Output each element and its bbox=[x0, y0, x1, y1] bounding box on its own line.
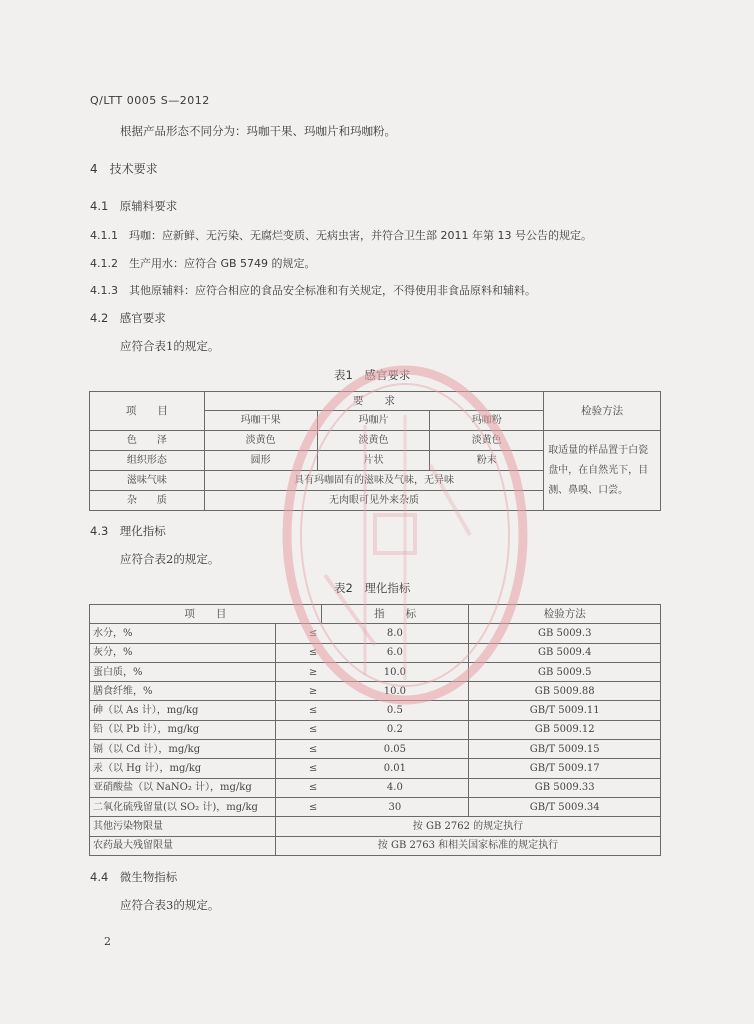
table-1-item: 滋味气味 bbox=[90, 471, 205, 491]
table-1-subheader: 玛咖粉 bbox=[430, 411, 544, 431]
table-2-header-item: 项 目 bbox=[90, 605, 322, 624]
sensory-requirements-table bbox=[89, 391, 661, 511]
section-4-2-text: 应符合表1的规定。 bbox=[120, 339, 220, 353]
table-cell: 片状 bbox=[317, 451, 430, 471]
table-cell: 淡黄色 bbox=[430, 431, 544, 451]
section-4-heading: 4 技术要求 bbox=[90, 162, 158, 176]
table-cell: 圆形 bbox=[204, 451, 317, 471]
table-cell: 粉末 bbox=[430, 451, 544, 471]
product-form-text: 根据产品形态不同分为：玛咖干果、玛咖片和玛咖粉。 bbox=[120, 124, 396, 138]
table-row bbox=[90, 643, 661, 662]
table-2-method: GB 5009.88 bbox=[469, 682, 661, 701]
table-cell: 具有玛咖固有的滋味及气味，无异味 bbox=[204, 471, 543, 491]
table-2-sign: ≥ bbox=[275, 662, 321, 681]
table-1-subheader: 玛咖干果 bbox=[204, 411, 317, 431]
table-row bbox=[90, 759, 661, 778]
table-row bbox=[90, 797, 661, 816]
table-1-method-text: 取适量的样品置于白瓷盘中，在自然光下，目测、鼻嗅、口尝。 bbox=[544, 431, 661, 511]
table-2-method: GB/T 5009.34 bbox=[469, 797, 661, 816]
table-row bbox=[90, 431, 661, 451]
table-1-caption: 表1 感官要求 bbox=[334, 368, 411, 382]
table-2-sign: ≤ bbox=[275, 759, 321, 778]
table-row bbox=[90, 662, 661, 681]
table-1-header-item: 项 目 bbox=[90, 392, 205, 431]
table-1-header-requirement: 要 求 bbox=[204, 392, 543, 411]
table-cell: 淡黄色 bbox=[204, 431, 317, 451]
table-2-item: 镉（以 Cd 计），mg/kg bbox=[90, 740, 276, 759]
table-2-sign: ≤ bbox=[275, 701, 321, 720]
table-2-method: GB 5009.33 bbox=[469, 778, 661, 797]
table-2-sign: ≤ bbox=[275, 624, 321, 643]
table-2-value: 0.01 bbox=[321, 759, 469, 778]
table-2-method: GB/T 5009.17 bbox=[469, 759, 661, 778]
table-2-item: 膳食纤维，% bbox=[90, 682, 276, 701]
table-2-sign: ≤ bbox=[275, 740, 321, 759]
table-2-method: GB 5009.12 bbox=[469, 720, 661, 739]
table-2-item: 农药最大残留限量 bbox=[90, 836, 276, 855]
standard-code-header: Q/LTT 0005 S—2012 bbox=[90, 94, 210, 107]
table-2-item: 铅（以 Pb 计），mg/kg bbox=[90, 720, 276, 739]
page-number: 2 bbox=[104, 935, 111, 948]
table-2-method: GB/T 5009.11 bbox=[469, 701, 661, 720]
clause-4-1-1: 4.1.1 玛咖：应新鲜、无污染、无腐烂变质、无病虫害，并符合卫生部 2011 年第 13 号公告的规定。 bbox=[90, 229, 592, 242]
table-2-item: 其他污染物限量 bbox=[90, 817, 276, 836]
section-4-1-heading: 4.1 原辅料要求 bbox=[90, 199, 178, 213]
table-2-value: 0.5 bbox=[321, 701, 469, 720]
table-2-value: 8.0 bbox=[321, 624, 469, 643]
clause-4-1-2: 4.1.2 生产用水：应符合 GB 5749 的规定。 bbox=[90, 257, 316, 270]
table-2-value: 6.0 bbox=[321, 643, 469, 662]
physicochemical-table bbox=[89, 604, 661, 856]
table-cell: 淡黄色 bbox=[317, 431, 430, 451]
table-row bbox=[90, 817, 661, 836]
table-row bbox=[90, 778, 661, 797]
table-2-method: GB 5009.5 bbox=[469, 662, 661, 681]
table-2-header-index: 指 标 bbox=[321, 605, 469, 624]
table-2-item: 亚硝酸盐（以 NaNO₂ 计），mg/kg bbox=[90, 778, 276, 797]
table-2-item: 灰分，% bbox=[90, 643, 276, 662]
table-1-item: 色 泽 bbox=[90, 431, 205, 451]
table-2-value: 0.05 bbox=[321, 740, 469, 759]
table-row bbox=[90, 740, 661, 759]
table-row bbox=[90, 624, 661, 643]
table-cell: 按 GB 2763 和相关国家标准的规定执行 bbox=[275, 836, 660, 855]
table-1-item: 组织形态 bbox=[90, 451, 205, 471]
section-4-2-heading: 4.2 感官要求 bbox=[90, 311, 166, 325]
section-4-4-heading: 4.4 微生物指标 bbox=[90, 870, 178, 884]
table-2-method: GB 5009.4 bbox=[469, 643, 661, 662]
table-2-item: 砷（以 As 计），mg/kg bbox=[90, 701, 276, 720]
table-2-item: 蛋白质，% bbox=[90, 662, 276, 681]
table-2-caption: 表2 理化指标 bbox=[334, 581, 411, 595]
table-2-item: 水分，% bbox=[90, 624, 276, 643]
table-2-sign: ≤ bbox=[275, 720, 321, 739]
table-row bbox=[90, 682, 661, 701]
table-2-method: GB 5009.3 bbox=[469, 624, 661, 643]
table-2-sign: ≤ bbox=[275, 778, 321, 797]
table-1-subheader: 玛咖片 bbox=[317, 411, 430, 431]
table-cell: 无肉眼可见外来杂质 bbox=[204, 491, 543, 511]
table-row bbox=[90, 720, 661, 739]
table-2-sign: ≥ bbox=[275, 682, 321, 701]
section-4-4-text: 应符合表3的规定。 bbox=[120, 898, 220, 912]
table-row bbox=[90, 836, 661, 855]
table-2-method: GB/T 5009.15 bbox=[469, 740, 661, 759]
table-row bbox=[90, 701, 661, 720]
table-1-item: 杂 质 bbox=[90, 491, 205, 511]
table-1-header-method: 检验方法 bbox=[544, 392, 661, 431]
section-4-3-heading: 4.3 理化指标 bbox=[90, 524, 166, 538]
section-4-3-text: 应符合表2的规定。 bbox=[120, 552, 220, 566]
table-2-value: 10.0 bbox=[321, 682, 469, 701]
table-2-header-method: 检验方法 bbox=[469, 605, 661, 624]
table-2-value: 30 bbox=[321, 797, 469, 816]
table-2-sign: ≤ bbox=[275, 643, 321, 662]
table-2-value: 0.2 bbox=[321, 720, 469, 739]
table-2-item: 二氧化硫残留量(以 SO₂ 计)，mg/kg bbox=[90, 797, 276, 816]
table-2-item: 汞（以 Hg 计），mg/kg bbox=[90, 759, 276, 778]
table-2-value: 4.0 bbox=[321, 778, 469, 797]
table-cell: 按 GB 2762 的规定执行 bbox=[275, 817, 660, 836]
table-2-sign: ≤ bbox=[275, 797, 321, 816]
clause-4-1-3: 4.1.3 其他原辅料：应符合相应的食品安全标准和有关规定，不得使用非食品原料和辅料。 bbox=[90, 284, 536, 297]
table-2-value: 10.0 bbox=[321, 662, 469, 681]
